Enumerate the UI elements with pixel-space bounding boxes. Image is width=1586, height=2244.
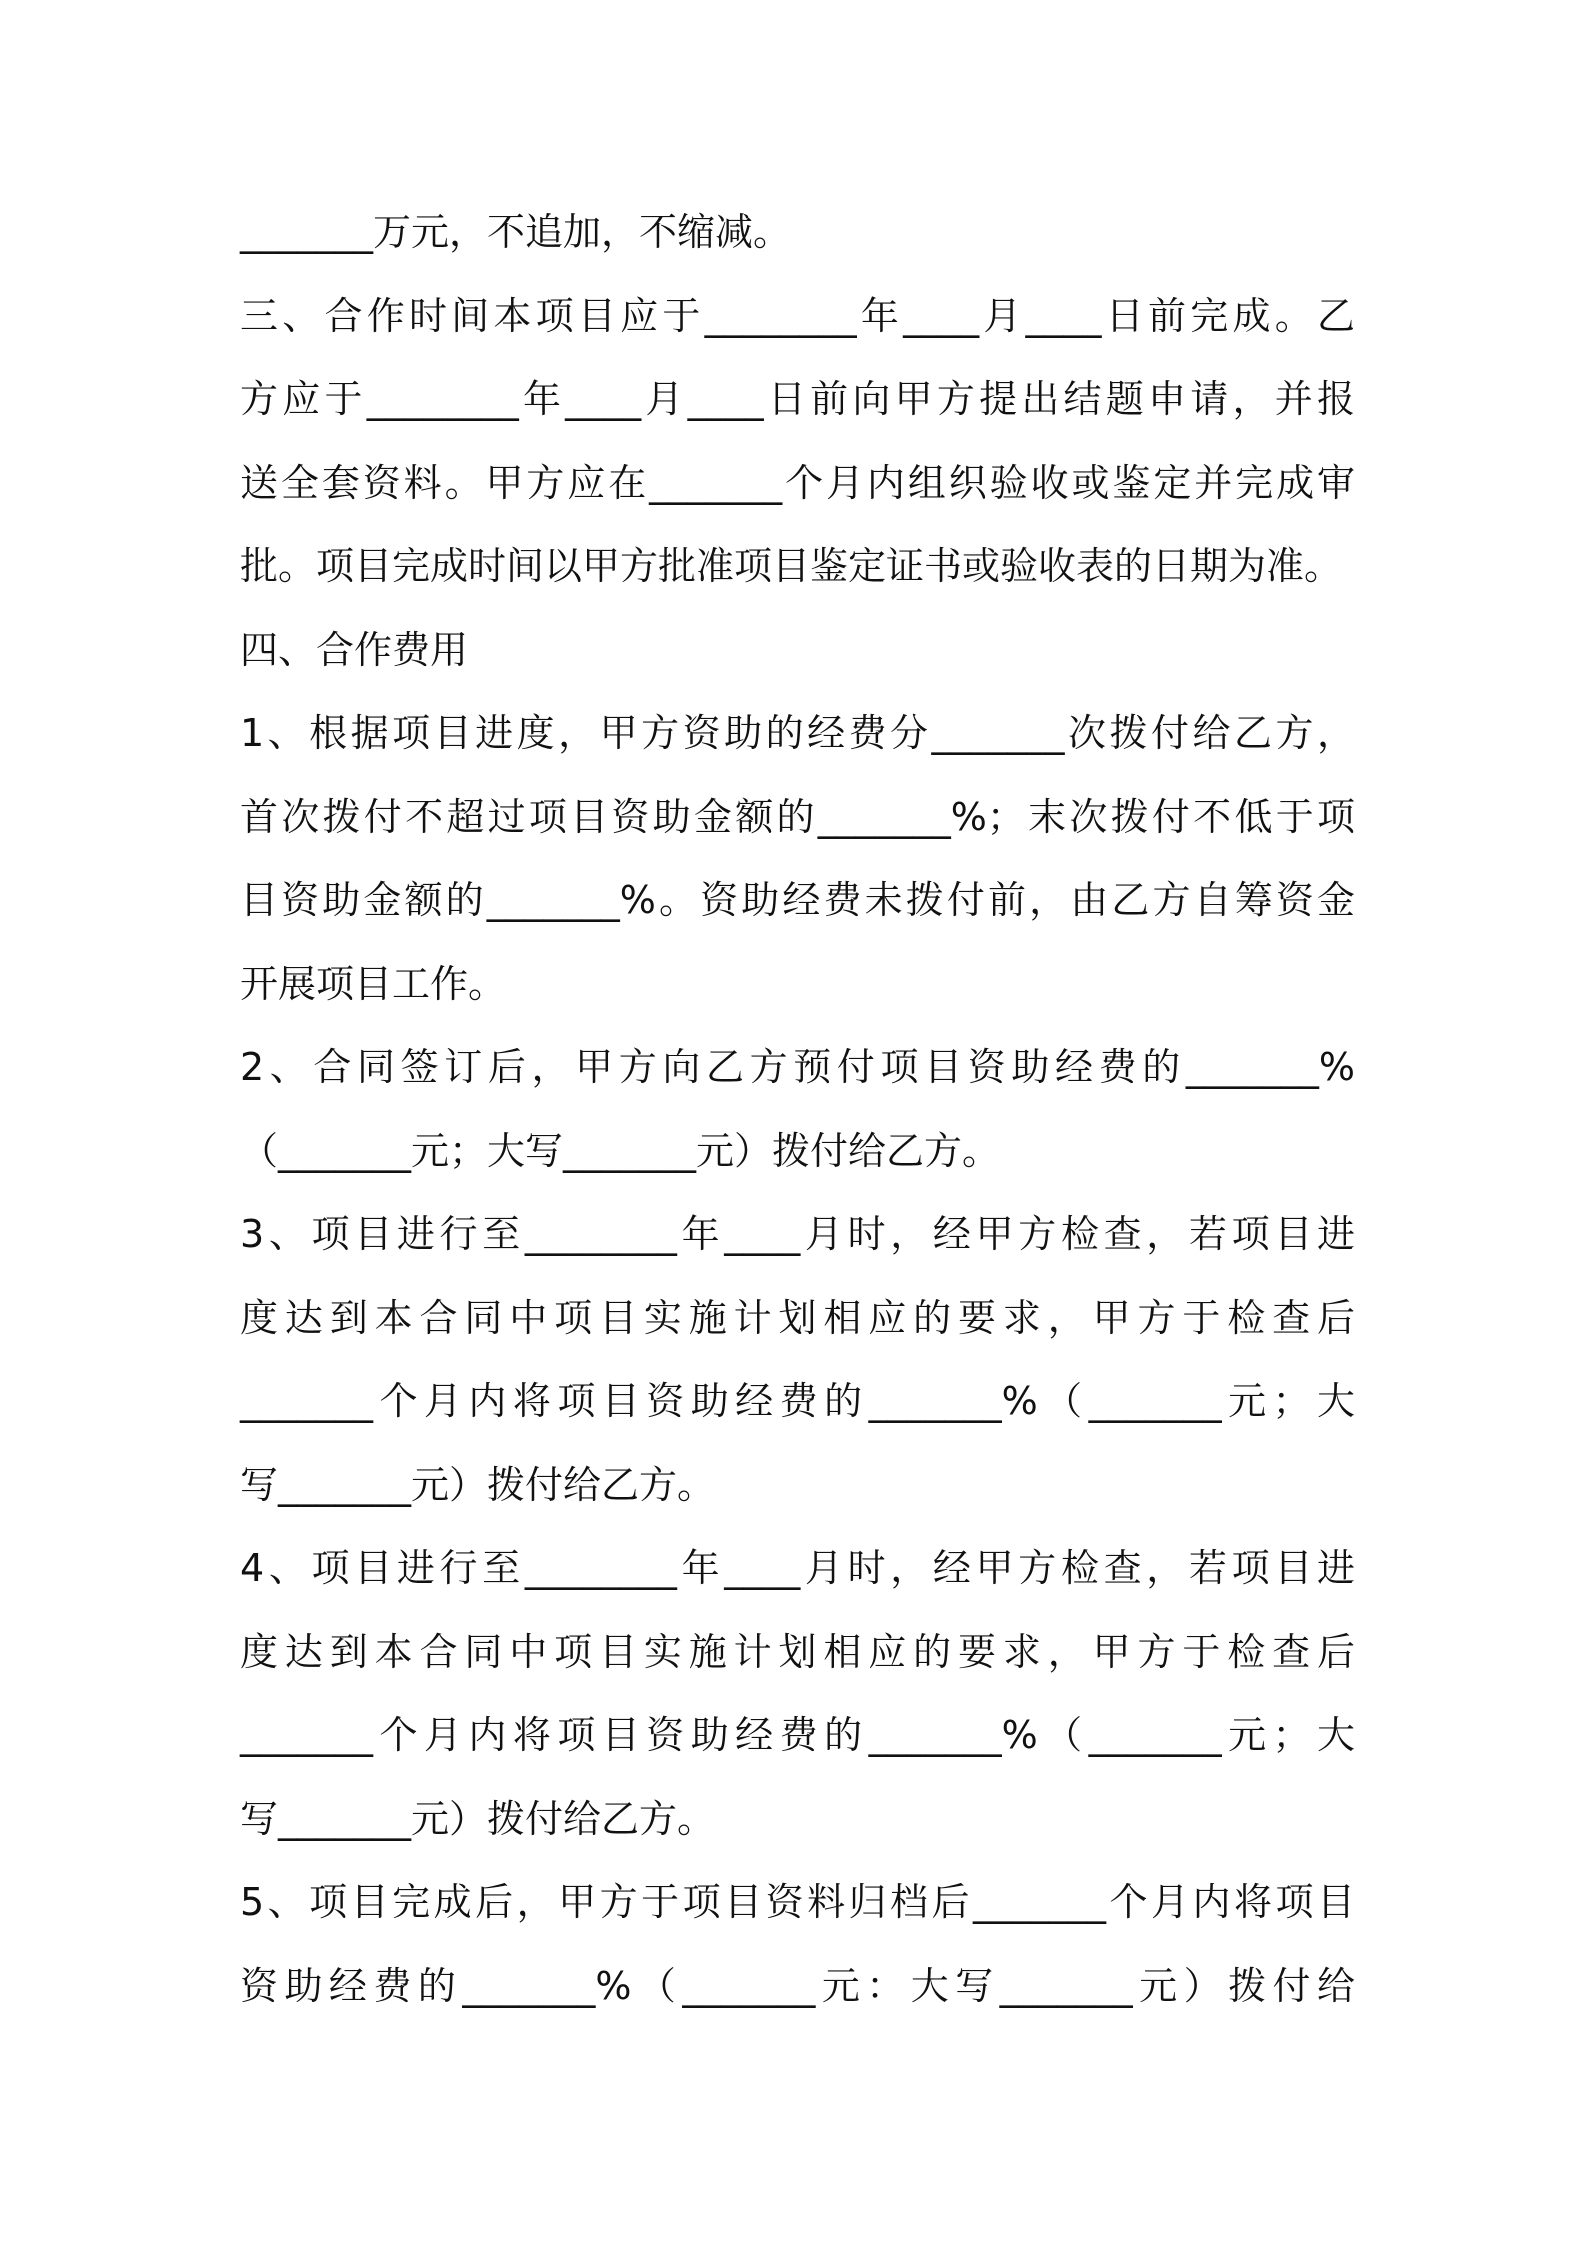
text-line: _______个月内将项目资助经费的_______%（_______元；大 — [240, 1713, 1355, 1757]
text-line: 4、项目进行至________年____月时，经甲方检查，若项目进 — [240, 1546, 1355, 1590]
section-heading: 四、合作费用 — [240, 627, 469, 672]
text-line: 写_______元）拨付给乙方。 — [240, 1796, 716, 1841]
text-line: 批。项目完成时间以甲方批准项目鉴定证书或验收表的日期为准。 — [240, 544, 1343, 588]
text-line: _______万元，不追加，不缩减。 — [240, 210, 792, 254]
text-line: 2、合同签订后，甲方向乙方预付项目资助经费的_______% — [240, 1045, 1355, 1089]
text-line: （_______元；大写_______元）拨付给乙方。 — [240, 1128, 1001, 1173]
text-line: 3、项目进行至________年____月时，经甲方检查，若项目进 — [240, 1212, 1355, 1256]
contract-body-text — [240, 191, 1355, 2028]
text-line: 写_______元）拨付给乙方。 — [240, 1462, 716, 1507]
text-line: _______个月内将项目资助经费的_______%（_______元；大 — [240, 1379, 1355, 1423]
text-line: 首次拨付不超过项目资助金额的_______%；末次拨付不低于项 — [240, 794, 1355, 839]
text-line: 1、根据项目进度，甲方资助的经费分_______次拨付给乙方， — [240, 711, 1355, 755]
text-line: 三、合作时间本项目应于________年____月____日前完成。乙 — [240, 293, 1355, 338]
text-line: 度达到本合同中项目实施计划相应的要求，甲方于检查后 — [240, 1295, 1355, 1340]
text-line: 5、项目完成后，甲方于项目资料归档后_______个月内将项目 — [240, 1880, 1355, 1924]
text-line: 方应于________年____月____日前向甲方提出结题申请，并报 — [240, 377, 1355, 421]
text-line: 资助经费的_______%（_______元：大写_______元）拨付给 — [240, 1963, 1355, 2008]
text-line: 开展项目工作。 — [240, 961, 507, 1006]
text-line: 送全套资料。甲方应在_______个月内组织验收或鉴定并完成审 — [240, 460, 1355, 505]
text-line: 目资助金额的_______%。资助经费未拨付前，由乙方自筹资金 — [240, 878, 1355, 922]
text-line: 度达到本合同中项目实施计划相应的要求，甲方于检查后 — [240, 1629, 1355, 1674]
